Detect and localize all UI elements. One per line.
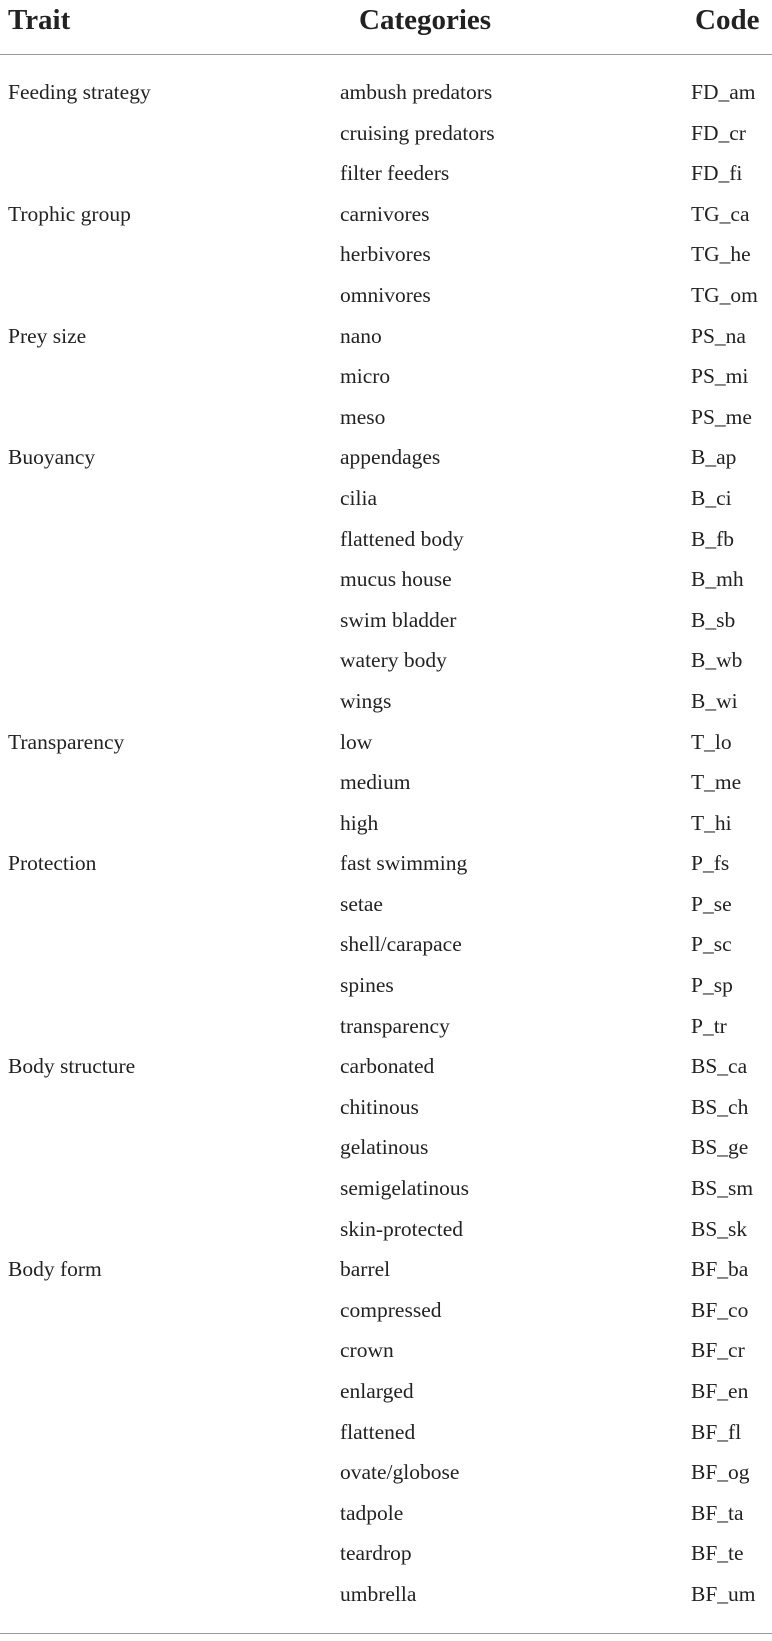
trait-cell: Protection bbox=[8, 851, 97, 876]
code-cell: BF_en bbox=[691, 1379, 749, 1403]
table-row bbox=[0, 478, 772, 519]
code-cell: TG_he bbox=[691, 242, 751, 267]
trait-cell: Trophic group bbox=[8, 201, 131, 226]
code-cell: P_sp bbox=[691, 973, 733, 998]
table-row bbox=[0, 722, 772, 763]
code-cell: FD_am bbox=[691, 80, 756, 104]
trait-cell: Body form bbox=[8, 1257, 102, 1282]
category-cell: omnivores bbox=[340, 282, 431, 307]
table-row bbox=[0, 113, 772, 154]
table-row bbox=[0, 356, 772, 397]
category-cell: tadpole bbox=[340, 1500, 404, 1525]
category-cell: carbonated bbox=[340, 1054, 435, 1079]
category-cell: crown bbox=[340, 1338, 394, 1363]
code-cell: FD_cr bbox=[691, 120, 746, 145]
category-cell: nano bbox=[340, 323, 382, 348]
code-cell: T_me bbox=[691, 770, 742, 795]
table-row bbox=[0, 803, 772, 844]
code-cell: BS_ch bbox=[691, 1094, 749, 1119]
category-cell: spines bbox=[340, 973, 394, 998]
code-cell: B_wi bbox=[691, 688, 738, 713]
table-row bbox=[0, 924, 772, 965]
code-cell: B_ci bbox=[691, 485, 732, 510]
category-cell: barrel bbox=[340, 1257, 391, 1282]
category-cell: setae bbox=[340, 891, 383, 916]
category-cell: enlarged bbox=[340, 1379, 414, 1403]
code-cell: BF_og bbox=[691, 1460, 750, 1485]
code-cell: BF_cr bbox=[691, 1338, 745, 1363]
category-cell: mucus house bbox=[340, 567, 452, 592]
category-cell: meso bbox=[340, 404, 386, 429]
code-cell: TG_ca bbox=[691, 201, 750, 226]
category-cell: low bbox=[340, 729, 373, 754]
code-cell: PS_me bbox=[691, 404, 752, 429]
category-cell: ovate/globose bbox=[340, 1460, 460, 1485]
table-row bbox=[0, 1330, 772, 1371]
category-cell: watery body bbox=[340, 648, 447, 673]
table-row bbox=[0, 600, 772, 641]
category-cell: micro bbox=[340, 364, 391, 389]
code-cell: BF_um bbox=[691, 1581, 756, 1606]
category-cell: chitinous bbox=[340, 1094, 419, 1119]
table-row bbox=[0, 437, 772, 478]
table-header bbox=[0, 0, 772, 54]
table-row bbox=[0, 559, 772, 600]
category-cell: cruising predators bbox=[340, 120, 495, 145]
category-cell: gelatinous bbox=[340, 1135, 429, 1160]
code-cell: B_ap bbox=[691, 445, 737, 470]
table-row bbox=[0, 1127, 772, 1168]
category-cell: appendages bbox=[340, 445, 441, 470]
code-cell: BS_sk bbox=[691, 1216, 748, 1241]
code-cell: B_fb bbox=[691, 526, 734, 551]
code-cell: BF_co bbox=[691, 1297, 749, 1322]
table-row bbox=[0, 1452, 772, 1493]
category-cell: high bbox=[340, 810, 379, 835]
table-row bbox=[0, 1290, 772, 1331]
table-row bbox=[0, 1006, 772, 1047]
category-cell: semigelatinous bbox=[340, 1176, 469, 1201]
table-row bbox=[0, 762, 772, 803]
code-cell: PS_na bbox=[691, 323, 746, 348]
table-row bbox=[0, 1371, 772, 1412]
trait-cell: Transparency bbox=[8, 729, 125, 754]
table-row bbox=[0, 1046, 772, 1087]
category-cell: flattened body bbox=[340, 526, 464, 551]
table-row bbox=[0, 397, 772, 438]
table-row bbox=[0, 1493, 772, 1534]
category-cell: herbivores bbox=[340, 242, 431, 267]
table-row bbox=[0, 72, 772, 113]
code-cell: P_sc bbox=[691, 932, 732, 957]
table-row bbox=[0, 153, 772, 194]
table-row bbox=[0, 316, 772, 357]
table-row bbox=[0, 519, 772, 560]
code-cell: TG_om bbox=[691, 282, 758, 307]
category-cell: wings bbox=[340, 688, 392, 713]
header-rule bbox=[0, 54, 772, 55]
table-row bbox=[0, 681, 772, 722]
code-cell: T_hi bbox=[691, 810, 732, 835]
table-row bbox=[0, 640, 772, 681]
code-cell: B_mh bbox=[691, 567, 744, 592]
table-row bbox=[0, 275, 772, 316]
table-row bbox=[0, 1412, 772, 1453]
trait-cell: Prey size bbox=[8, 323, 87, 348]
category-cell: transparency bbox=[340, 1013, 450, 1038]
table-row bbox=[0, 1249, 772, 1290]
table-row bbox=[0, 194, 772, 235]
category-cell: medium bbox=[340, 770, 411, 795]
table-row bbox=[0, 843, 772, 884]
code-cell: BS_sm bbox=[691, 1176, 754, 1201]
table-row bbox=[0, 1574, 772, 1615]
code-cell: B_wb bbox=[691, 648, 743, 673]
category-cell: fast swimming bbox=[340, 851, 468, 876]
header-categories: Categories bbox=[359, 4, 492, 36]
bottom-rule bbox=[0, 1633, 772, 1634]
category-cell: carnivores bbox=[340, 201, 430, 226]
code-cell: FD_fi bbox=[691, 161, 743, 186]
category-cell: swim bladder bbox=[340, 607, 457, 632]
trait-cell: Body structure bbox=[8, 1054, 136, 1079]
header-trait: Trait bbox=[8, 4, 71, 36]
table-row bbox=[0, 884, 772, 925]
table-row bbox=[0, 1087, 772, 1128]
table-row bbox=[0, 1209, 772, 1250]
code-cell: BF_ba bbox=[691, 1257, 749, 1282]
category-cell: shell/carapace bbox=[340, 932, 462, 957]
code-cell: BF_ta bbox=[691, 1500, 744, 1525]
code-cell: P_fs bbox=[691, 851, 730, 876]
category-cell: teardrop bbox=[340, 1541, 412, 1566]
code-cell: T_lo bbox=[691, 729, 732, 754]
table-body bbox=[0, 72, 772, 1615]
table-row bbox=[0, 965, 772, 1006]
category-cell: compressed bbox=[340, 1297, 442, 1322]
code-cell: PS_mi bbox=[691, 364, 749, 389]
category-cell: filter feeders bbox=[340, 161, 450, 186]
code-cell: P_tr bbox=[691, 1013, 727, 1038]
code-cell: BS_ca bbox=[691, 1054, 748, 1079]
table-row bbox=[0, 234, 772, 275]
table-row bbox=[0, 1168, 772, 1209]
category-cell: flattened bbox=[340, 1419, 416, 1444]
category-cell: cilia bbox=[340, 485, 378, 510]
header-code: Code bbox=[695, 4, 760, 36]
trait-cell: Buoyancy bbox=[8, 445, 96, 470]
code-cell: B_sb bbox=[691, 607, 736, 632]
code-cell: BF_fl bbox=[691, 1419, 742, 1444]
table-row bbox=[0, 1533, 772, 1574]
code-cell: BS_ge bbox=[691, 1135, 749, 1160]
code-cell: BF_te bbox=[691, 1541, 744, 1566]
code-cell: P_se bbox=[691, 891, 732, 916]
category-cell: skin-protected bbox=[340, 1216, 463, 1241]
category-cell: umbrella bbox=[340, 1581, 417, 1606]
category-cell: ambush predators bbox=[340, 80, 493, 104]
trait-cell: Feeding strategy bbox=[8, 80, 151, 104]
